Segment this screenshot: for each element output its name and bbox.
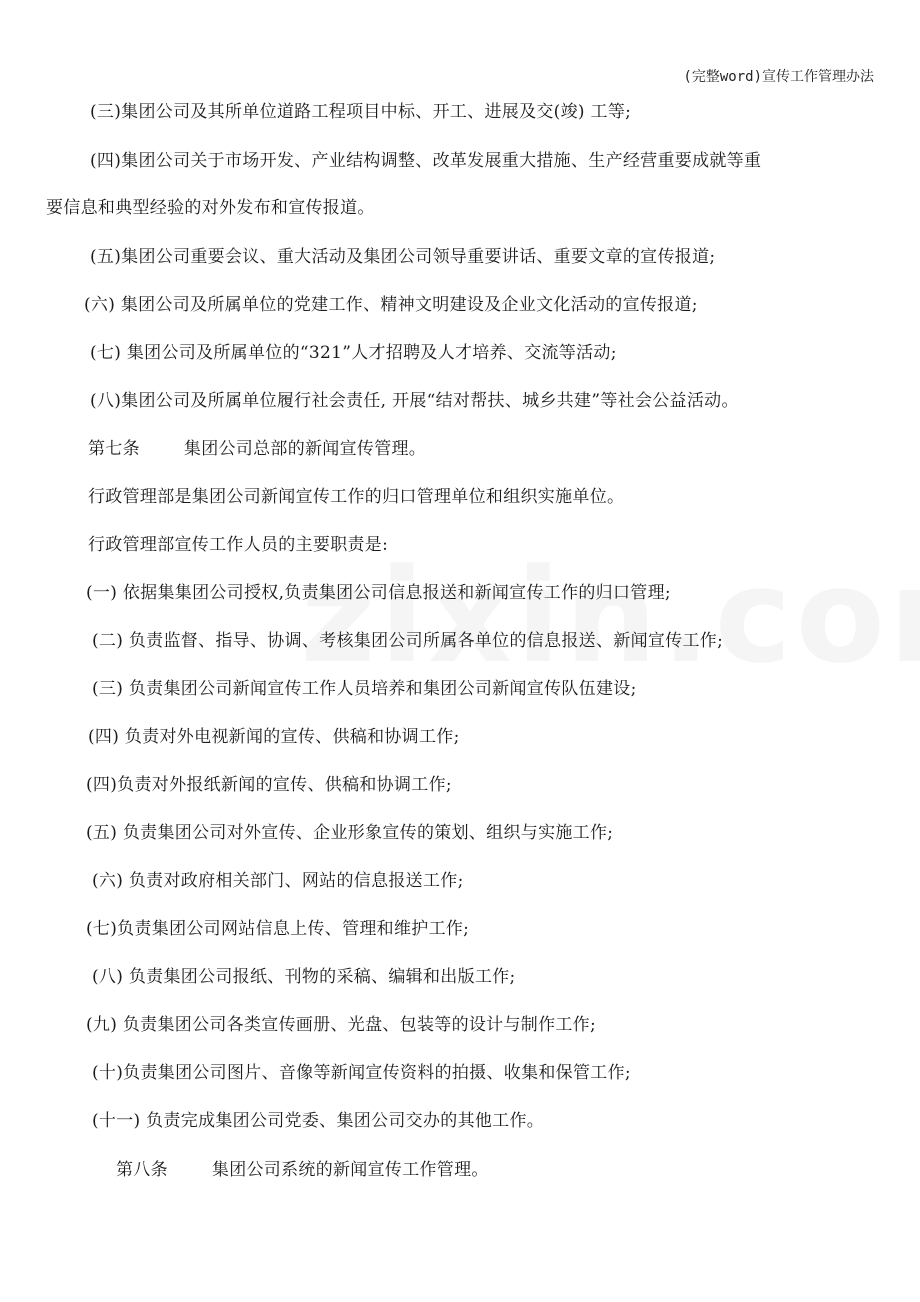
list-item: (七)负责集团公司网站信息上传、管理和维护工作; (86, 919, 470, 939)
paragraph-line: (五)集团公司重要会议、重大活动及集团公司领导重要讲话、重要文章的宣传报道; (90, 247, 716, 267)
list-item: (六) 负责对政府相关部门、网站的信息报送工作; (92, 871, 464, 891)
list-item: (十一) 负责完成集团公司党委、集团公司交办的其他工作。 (92, 1111, 545, 1131)
article-8-title: 集团公司系统的新闻宣传工作管理。 (211, 1160, 489, 1180)
paragraph-line: (七) 集团公司及所属单位的“321”人才招聘及人才培养、交流等活动; (90, 343, 617, 363)
article-7-label: 第七条 (88, 439, 140, 459)
article-7-heading (88, 438, 426, 460)
page-header: (完整word)宣传工作管理办法 (683, 69, 874, 85)
watermark (300, 540, 920, 692)
list-item: (十)负责集团公司图片、音像等新闻宣传资料的拍摄、收集和保管工作; (92, 1063, 631, 1083)
article-7-title: 集团公司总部的新闻宣传管理。 (183, 439, 427, 459)
article-8-heading (116, 1159, 489, 1181)
list-item: (八) 负责集团公司报纸、刊物的采稿、编辑和出版工作; (92, 967, 516, 987)
paragraph-line: 行政管理部宣传工作人员的主要职责是: (88, 535, 389, 555)
paragraph-line: (六) 集团公司及所属单位的党建工作、精神文明建设及企业文化活动的宣传报道; (84, 295, 698, 315)
article-8-label: 第八条 (116, 1160, 168, 1180)
list-item: (三) 负责集团公司新闻宣传工作人员培养和集团公司新闻宣传队伍建设; (92, 679, 637, 699)
paragraph-line: (四)集团公司关于市场开发、产业结构调整、改革发展重大措施、生产经营重要成就等重 (90, 151, 762, 171)
list-item: (九) 负责集团公司各类宣传画册、光盘、包装等的设计与制作工作; (86, 1015, 596, 1035)
list-item: (四)负责对外报纸新闻的宣传、供稿和协调工作; (86, 775, 452, 795)
list-item: (一) 依据集集团公司授权,负责集团公司信息报送和新闻宣传工作的归口管理; (86, 583, 671, 603)
paragraph-line: 要信息和典型经验的对外发布和宣传报道。 (46, 198, 375, 218)
paragraph-line: (三)集团公司及其所单位道路工程项目中标、开工、进展及交(竣) 工等; (90, 102, 632, 122)
list-item: (四) 负责对外电视新闻的宣传、供稿和协调工作; (88, 727, 460, 747)
list-item: (二) 负责监督、指导、协调、考核集团公司所属各单位的信息报送、新闻宣传工作; (92, 631, 724, 651)
paragraph-line: (八)集团公司及所属单位履行社会责任, 开展“结对帮扶、城乡共建”等社会公益活动。 (90, 391, 739, 411)
list-item: (五) 负责集团公司对外宣传、企业形象宣传的策划、组织与实施工作; (86, 823, 614, 843)
paragraph-line: 行政管理部是集团公司新闻宣传工作的归口管理单位和组织实施单位。 (88, 487, 625, 507)
